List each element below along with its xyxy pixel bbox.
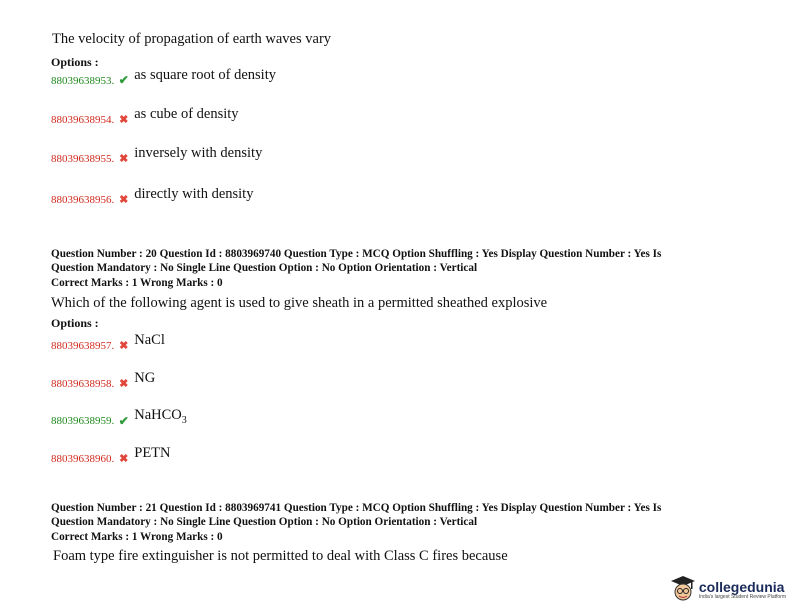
cross-icon: ✖ xyxy=(119,453,129,465)
option-id: 88039638958. xyxy=(51,377,115,390)
q21-meta-line-1: Question Number : 21 Question Id : 8803969741 Question Type : MCQ Option Shuffling : Yes Display Question Number : Yes Is xyxy=(51,502,662,514)
option-text: directly with density xyxy=(134,186,254,202)
cross-icon: ✖ xyxy=(119,153,129,165)
check-icon: ✔ xyxy=(118,413,129,428)
option-text xyxy=(134,407,187,426)
option-id: 88039638960. xyxy=(51,452,115,465)
option-id: 88039638956. xyxy=(51,193,115,206)
graduate-mascot-icon xyxy=(670,574,696,604)
cross-icon: ✖ xyxy=(119,340,129,352)
option-text: PETN xyxy=(134,445,171,461)
q20-meta-line-2: Question Mandatory : No Single Line Question Option : No Option Orientation : Vertical xyxy=(51,262,478,274)
option-id: 88039638953. xyxy=(51,74,115,87)
q19-option-1[interactable] xyxy=(51,67,276,89)
collegedunia-logo xyxy=(670,574,786,604)
check-icon: ✔ xyxy=(118,73,129,87)
q20-option-3[interactable] xyxy=(51,407,187,431)
q20-options-label: Options : xyxy=(51,316,99,330)
formula-subscript: 3 xyxy=(181,414,187,426)
question-21-text: Foam type fire extinguisher is not permitted to deal with Class C fires because xyxy=(53,548,508,564)
q20-marks: Correct Marks : 1 Wrong Marks : 0 xyxy=(51,277,223,289)
logo-tagline: India's largest Student Review Platform xyxy=(698,593,786,600)
option-id: 88039638957. xyxy=(51,339,115,352)
option-text: as cube of density xyxy=(134,106,239,122)
question-20-text: Which of the following agent is used to give sheath in a permitted sheathed explosive xyxy=(51,295,548,311)
q19-option-4[interactable] xyxy=(51,186,254,208)
q21-meta-line-2: Question Mandatory : No Single Line Question Option : No Option Orientation : Vertical xyxy=(51,516,478,528)
option-id: 88039638954. xyxy=(51,113,115,126)
option-text: inversely with density xyxy=(134,145,263,161)
q20-option-1[interactable] xyxy=(51,332,165,354)
q19-options-label: Options : xyxy=(51,55,99,69)
option-id: 88039638955. xyxy=(51,152,115,165)
question-19-text: The velocity of propagation of earth waves vary xyxy=(52,31,332,47)
q20-option-4[interactable] xyxy=(51,445,171,467)
cross-icon: ✖ xyxy=(119,378,129,390)
q20-meta-line-1: Question Number : 20 Question Id : 8803969740 Question Type : MCQ Option Shuffling : Yes Display Question Number : Yes Is xyxy=(51,248,662,260)
logo-name: collegedunia xyxy=(698,578,785,595)
cross-icon: ✖ xyxy=(119,114,129,126)
q21-marks: Correct Marks : 1 Wrong Marks : 0 xyxy=(51,531,223,543)
option-id: 88039638959. xyxy=(51,415,115,428)
option-text: NaCl xyxy=(134,332,165,348)
q20-option-2[interactable] xyxy=(51,370,156,392)
formula-base: NaHCO xyxy=(134,407,182,423)
option-text: as square root of density xyxy=(134,67,276,83)
cross-icon: ✖ xyxy=(119,194,129,206)
q19-option-2[interactable] xyxy=(51,106,239,128)
option-text: NG xyxy=(134,370,156,386)
q19-option-3[interactable] xyxy=(51,145,263,167)
